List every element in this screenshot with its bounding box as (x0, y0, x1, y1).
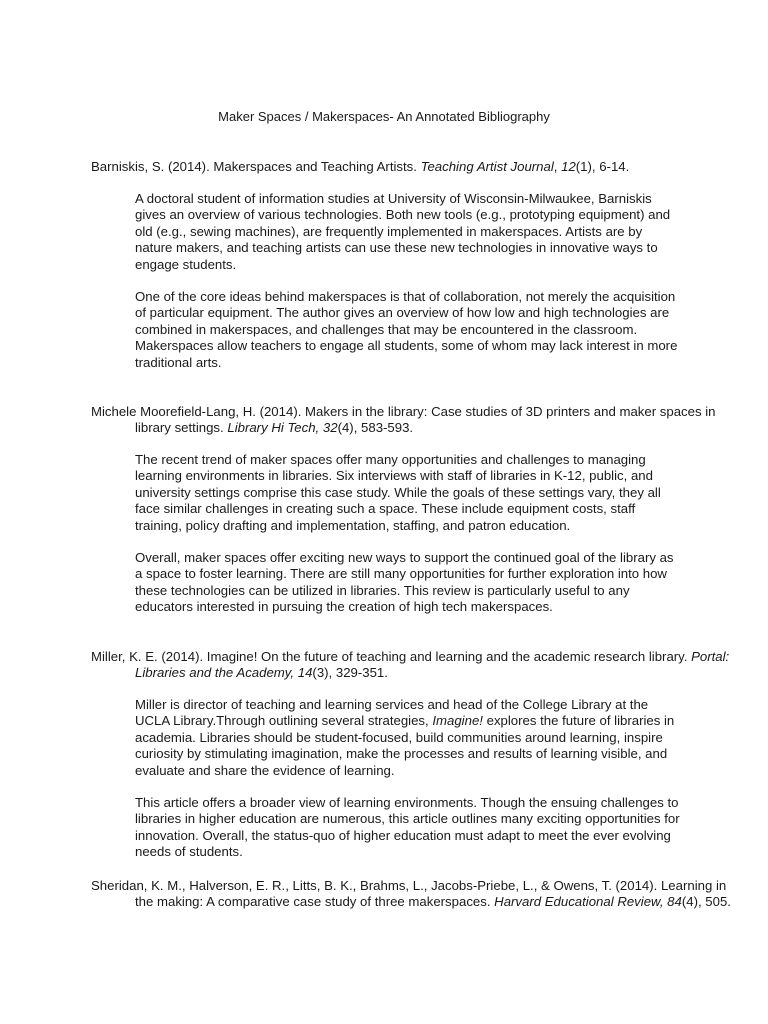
citation-volume: 84 (667, 894, 682, 910)
citation-source: Harvard Educational Review, (494, 894, 664, 910)
annotation-paragraph: A doctoral student of information studies at University of Wisconsin-Milwaukee, Barniskis gives an overview of various technologies. Both new tools (e.g., prototyping equipment) and old (e.g., sewing machines), are frequently implemented in makerspaces. Artists are by nature makers, and teaching artists can use these new technologies in innovative ways to engage students. (135, 191, 671, 272)
annotation-paragraph: The recent trend of maker spaces offer many opportunities and challenges to managing learning environments in libraries. Six interviews with staff of libraries in K-12, public, and university settings comprise this case study. While the goals of these settings vary, they all face similar challenges in creating such a space. These include equipment costs, staff training, policy drafting and implementation, staffing, and patron education. (135, 452, 661, 533)
citation-pages: (1), 6-14. (575, 159, 630, 174)
annotation-text: Miller is director of teaching and learning services and head of the College Library at the UCLA Library.Through outlining several strategies, (135, 697, 649, 729)
citation-source: Teaching Artist Journal (420, 159, 554, 174)
citation-pages: (3), 329-351. (312, 665, 388, 681)
annotation-paragraph: This article offers a broader view of learning environments. Though the ensuing challenges to libraries in higher education are numerous, this article outlines many exciting opportunities for innovation. Overall, the status-quo of higher education must adapt to meet the ever evolving needs of students. (135, 795, 680, 860)
citation-volume: 32 (322, 420, 338, 436)
annotation-miller (135, 697, 680, 861)
annotation-paragraph: Overall, maker spaces offer exciting new ways to support the continued goal of the library as a space to foster learning. There are still many opportunities for further exploration into how these technologies can be utilized in libraries. This review is particularly useful to any educators interested in pursuing the creation of high tech makerspaces. (135, 550, 674, 615)
document-title: Maker Spaces / Makerspaces- An Annotated Bibliography (218, 109, 550, 124)
citation-text: Sheridan, K. M., Halverson, E. R., Litts, B. K., Brahms, L., Jacobs-Priebe, L., & Owens, T. (2014). Learning in the making: A comparative case study of three makerspaces. (91, 878, 727, 910)
citation-pages: (4), 505. (681, 894, 731, 910)
citation-pages: (4), 583-593. (337, 420, 414, 436)
annotation-text: explores the future of libraries in academia. Libraries should be student-focused, build communities around learning, inspire curiosity by stimulating imagination, make the processes and results of learning visible, and evaluate and share the evidence of learning. (135, 713, 675, 778)
citation-volume: 14 (297, 665, 313, 681)
citation-miller (91, 649, 735, 682)
citation-moorefield-lang (91, 404, 735, 437)
annotation-italic-title: Imagine! (432, 713, 483, 729)
citation-source: Portal: Libraries and the Academy, (135, 649, 730, 681)
citation-source: Library Hi Tech, (227, 420, 320, 436)
citation-text: Barniskis, S. (2014). Makerspaces and Teaching Artists. (91, 159, 421, 174)
citation-sheridan (91, 878, 735, 911)
citation-text: Miller, K. E. (2014). Imagine! On the future of teaching and learning and the academic research library. (91, 649, 692, 664)
citation-separator: , (553, 159, 562, 174)
citation-volume: 12 (561, 159, 576, 174)
citation-text: Michele Moorefield-Lang, H. (2014). Makers in the library: Case studies of 3D printers and maker spaces in library settings. (91, 404, 716, 436)
citation-barniskis (91, 159, 735, 175)
annotation-paragraph (135, 697, 680, 779)
annotation-paragraph: One of the core ideas behind makerspaces is that of collaboration, not merely the acquisition of particular equipment. The author gives an overview of how low and high technologies are combined in makerspaces, and challenges that may be encountered in the classroom. Makerspaces allow teachers to engage all students, some of whom may lack interest in more traditional arts. (135, 289, 678, 370)
annotation-barniskis (135, 191, 680, 371)
annotation-moorefield-lang (135, 452, 680, 616)
